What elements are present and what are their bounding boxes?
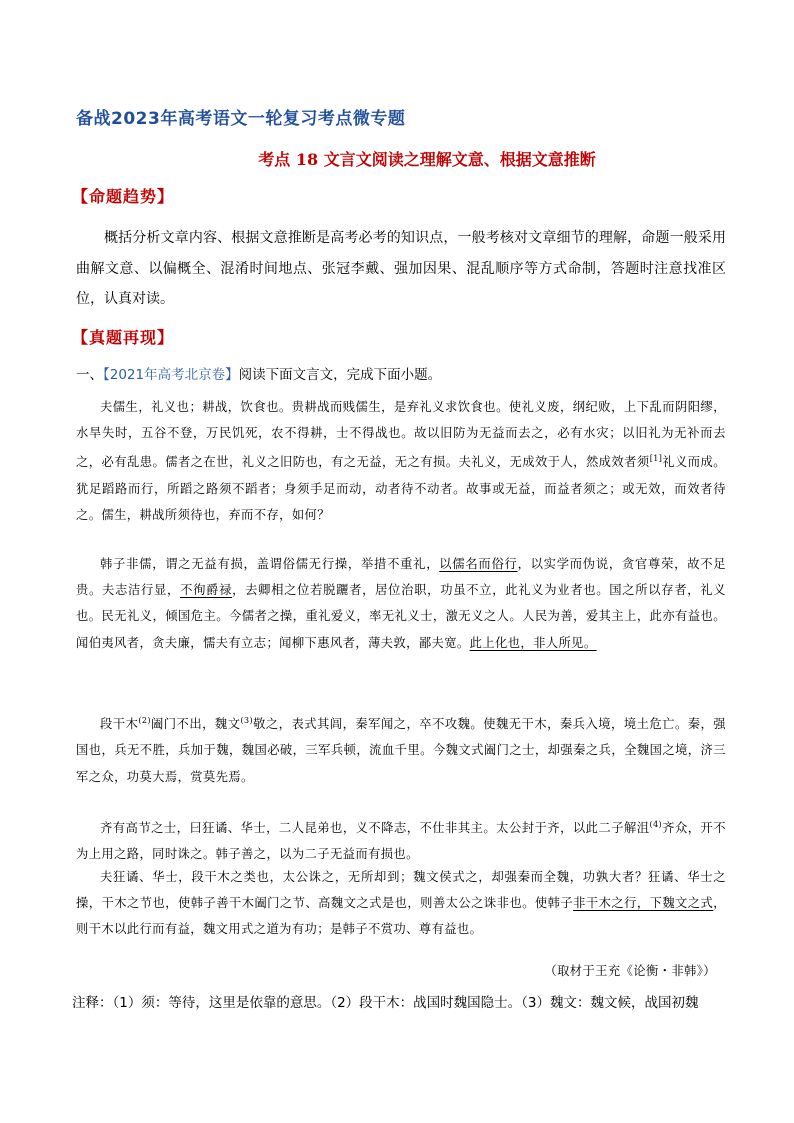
passage-paragraph-4	[76, 812, 726, 868]
footnote-marker: (3)	[240, 716, 254, 725]
underlined-phrase: 此上化也，非人所见。	[469, 635, 597, 650]
question-instruction: 阅读下面文言文，完成下面小题。	[238, 367, 442, 383]
passage-source: （取材于王充《论衡・非韩》）	[544, 964, 716, 978]
passage-text: ，以实学而伪说，贪官尊荣，故不足贵。夫志洁行显，	[76, 557, 726, 598]
footnote-marker: (4)	[649, 820, 663, 829]
footnote-marker: (2)	[138, 716, 151, 725]
passage-text: 敬之，表式其闾，秦军闻之，卒不攻魏。使魏无干木，秦兵入境，境土危亡。秦，强国也，兵无不胜，兵加于魏，魏国必破，三军兵顿，流血千里。今魏文式阖门之士，却强秦之兵，全魏国之境，济三军之众，功莫大焉，赏莫先焉。	[76, 717, 726, 784]
passage-paragraph-1	[76, 394, 726, 528]
trend-heading: 【命题趋势】	[72, 187, 175, 206]
question-number: 一、	[76, 367, 103, 383]
series-title: 备战2023年高考语文一轮复习考点微专题	[76, 109, 406, 129]
footnotes: 注释：（1）须：等待，这里是依靠的意思。（2）段干木：战国时魏国隐士。（3）魏文：魏文候，战国初魏	[72, 995, 699, 1011]
underlined-phrase: 不徇爵禄	[180, 583, 233, 598]
passage-paragraph-2	[76, 551, 726, 656]
underlined-phrase: 非干木之行，下魏文之式	[573, 896, 714, 911]
passage-text: 夫狂谲、华士，段干木之类也，太公诛之，无所却到；魏文侯式之，却强秦而全魏，功孰大者？狂谲、华士之操，干木之节也，使韩子善干木阖门之节、高魏文之式是也，则善太公之诛非也。使韩子	[76, 870, 726, 911]
footnote-marker: [1]	[649, 454, 663, 464]
passage-text: ，去卿相之位若脱躧者，居位治职，功虽不立，此礼义为业者也。国之所以存者，礼义也。民无礼义，倾国危主。今儒者之操，重礼爱义，率无礼义士，激无义之人。人民为善，爱其主上，此亦有益也。闻伯夷风者，贪夫廉，懦夫有立志；闻柳下惠风者，薄夫敦，鄙夫宽。	[76, 583, 727, 650]
passage-text: 礼义而成。犹足蹈路而行，所蹈之路须不蹈者；身须手足而动，动者待不动者。故事或无益，而益者须之；或无效，而效者待之。儒生，耕战所须待也，弃而不存，如何？	[76, 455, 726, 522]
passage-text: 韩子非儒，谓之无益有损，盖谓俗儒无行操，举措不重礼，	[100, 557, 440, 571]
passage-text: 齐众，开不为上用之路，同时诛之。韩子善之，以为二子无益而有损也。	[76, 821, 726, 862]
passage-paragraph-5	[76, 864, 726, 943]
passage-text: 段干木	[100, 717, 139, 732]
passage-text: 夫儒生，礼义也；耕战，饮食也。贵耕战而贱儒生，是弃礼义求饮食也。使礼义废，纲纪败，上下乱而阴阳缪，水旱失时，五谷不登，万民饥死，农不得耕，士不得战也。故以旧防为无益而去之，必有水灾；以旧礼为无补而去之，必有乱患。儒者之在世，礼义之旧防也，有之无益，无之有损。夫礼义，无成效于人，然成效者须	[76, 400, 726, 470]
underlined-phrase: 以儒名而俗行	[439, 557, 518, 571]
question-line	[76, 363, 441, 383]
passage-text: 阖门不出，魏文	[150, 717, 241, 732]
passage-text: 齐有高节之士，曰狂谲、华士，二人昆弟也，义不降志，不仕非其主。太公封于齐，以此二子解沮	[100, 821, 650, 836]
topic-title: 考点 18 文言文阅读之理解文意、根据文意推断	[258, 150, 596, 169]
review-heading: 【真题再现】	[72, 328, 175, 347]
trend-paragraph: 概括分析文章内容、根据文意推断是高考必考的知识点，一般考核对文章细节的理解，命题一般采用曲解文意、以偏概全、混淆时间地点、张冠李戴、强加因果、混乱顺序等方式命制，答题时注意找准区位，认真对读。	[76, 230, 726, 307]
question-source: 【2021年高考北京卷】	[103, 367, 239, 383]
passage-text: ，则干木以此行而有益，魏文用式之道为有功；是韩子不赏功、尊有益也。	[76, 896, 726, 937]
passage-paragraph-3	[76, 708, 726, 790]
